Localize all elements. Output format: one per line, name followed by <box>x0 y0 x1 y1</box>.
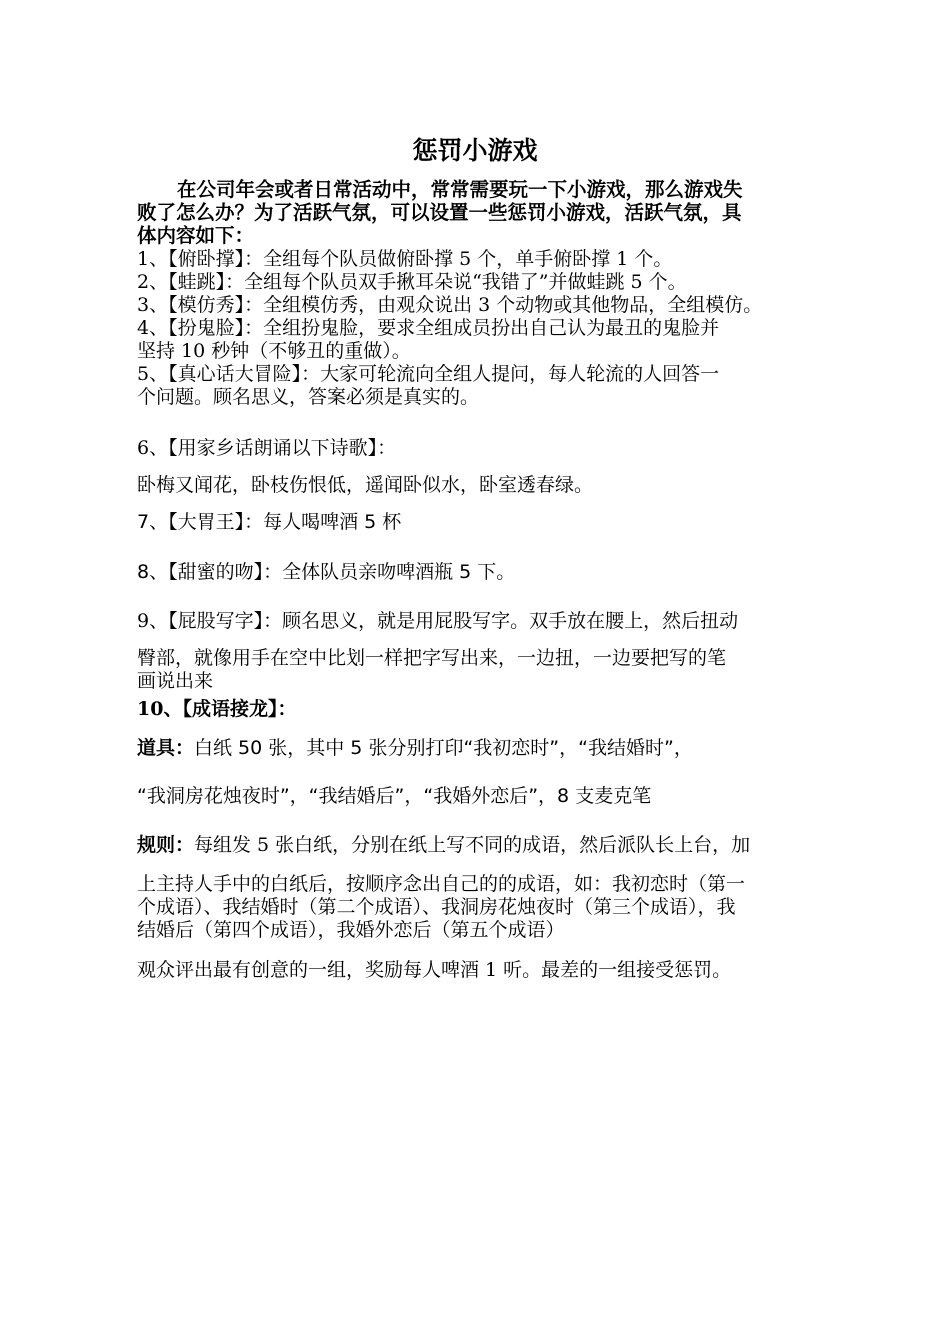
intro-paragraph <box>137 178 827 247</box>
item-10-heading: 10、【成语接龙】： <box>137 698 297 720</box>
props-text-2: “我洞房花烛夜时”，“我结婚后”，“我婚外恋后”，8 支麦克笔 <box>137 785 652 807</box>
rules-text: 每组发 5 张白纸，分别在纸上写不同的成语，然后派队长上台，加 <box>194 834 751 856</box>
item-10-rules <box>137 834 827 857</box>
item-7 <box>137 511 827 534</box>
list-item: 3、【模仿秀】：全组模仿秀，由观众说出 3 个动物或其他物品，全组模仿。 <box>137 294 763 316</box>
item-9-line: 9、【屁股写字】：顾名思义，就是用屁股写字。双手放在腰上，然后扭动 <box>137 610 739 632</box>
props-text: 白纸 50 张，其中 5 张分别打印“我初恋时”，“我结婚时”， <box>194 737 693 759</box>
list-item: 个问题。顾名思义，答案必须是真实的。 <box>137 386 480 408</box>
item-7-text: 7、【大胃王】：每人喝啤酒 5 杯 <box>137 511 402 533</box>
list-item: 1、【俯卧撑】：全组每个队员做俯卧撑 5 个，单手俯卧撑 1 个。 <box>137 248 673 270</box>
item-6-heading: 6、【用家乡话朗诵以下诗歌】： <box>137 437 397 459</box>
item-9-line: 画说出来 <box>137 670 214 692</box>
item-9 <box>137 610 827 693</box>
rules-list <box>137 248 827 409</box>
item-10-props <box>137 737 827 760</box>
item-8-text: 8、【甜蜜的吻】：全体队员亲吻啤酒瓶 5 下。 <box>137 561 516 583</box>
item-10-rules-cont <box>137 873 827 942</box>
list-item: 2、【蛙跳】：全组每个队员双手揪耳朵说“我错了”并做蛙跳 5 个。 <box>137 271 687 293</box>
item-6-poem: 卧梅又闻花，卧枝伤恨低，遥闻卧似水，卧室透春绿。 <box>137 474 594 496</box>
page-title: 惩罚小游戏 <box>412 136 538 165</box>
item-10-props-line-2 <box>137 785 827 808</box>
intro-line: 败了怎么办？为了活跃气氛，可以设置一些惩罚小游戏，活跃气氛，具 <box>137 201 742 224</box>
list-item: 坚持 10 秒钟（不够丑的重做）。 <box>137 340 411 362</box>
rules-line: 上主持人手中的白纸后，按顺序念出自己的的成语，如：我初恋时（第一 <box>137 873 746 895</box>
rules-line: 结婚后（第四个成语），我婚外恋后（第五个成语） <box>137 919 565 941</box>
rules-label: 规则： <box>137 834 195 856</box>
rules-line: 个成语）、我结婚时（第二个成语）、我洞房花烛夜时（第三个成语），我 <box>137 896 736 918</box>
props-label: 道具： <box>137 737 195 759</box>
item-8 <box>137 561 827 584</box>
intro-line: 体内容如下： <box>137 224 255 247</box>
item-9-line: 臀部，就像用手在空中比划一样把字写出来，一边扭，一边要把写的笔 <box>137 647 727 669</box>
item-10-result: 观众评出最有创意的一组，奖励每人啤酒 1 听。最差的一组接受惩罚。 <box>137 959 732 981</box>
intro-line: 在公司年会或者日常活动中，常常需要玩一下小游戏，那么游戏失 <box>177 178 743 201</box>
list-item: 4、【扮鬼脸】：全组扮鬼脸，要求全组成员扮出自己认为最丑的鬼脸并 <box>137 317 720 339</box>
list-item: 5、【真心话大冒险】：大家可轮流向全组人提问，每人轮流的人回答一 <box>137 363 720 385</box>
